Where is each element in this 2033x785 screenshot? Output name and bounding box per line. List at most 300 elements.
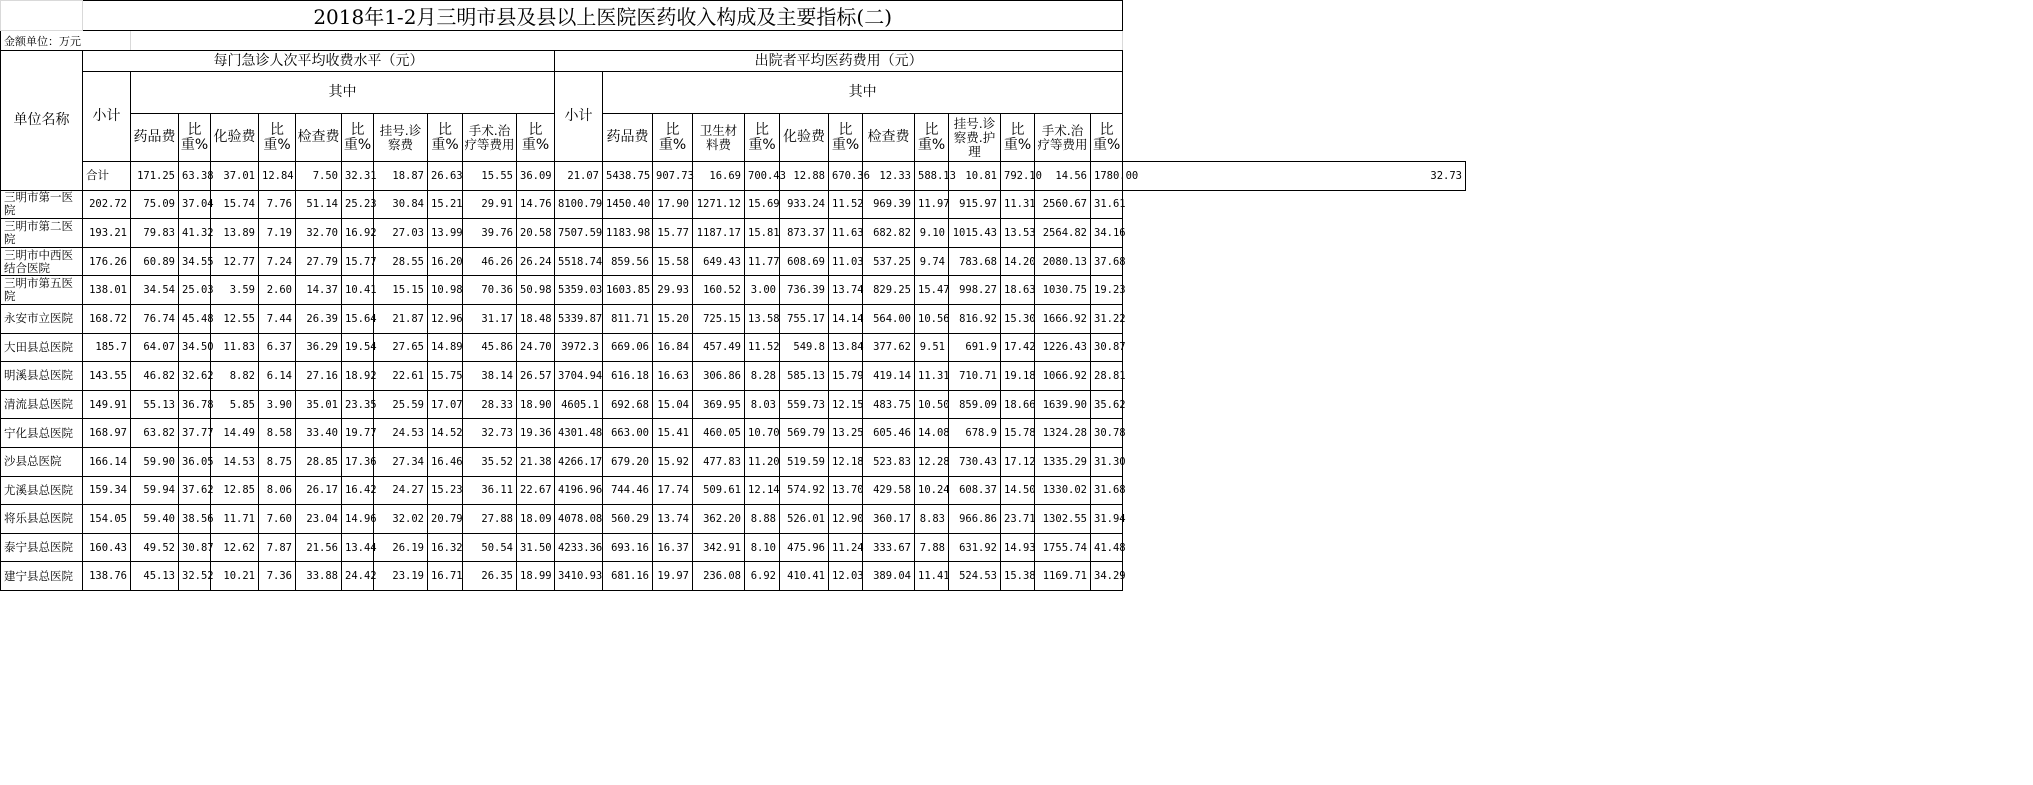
value-cell: 154.05 [83,505,131,534]
value-cell: 25.23 [342,190,374,219]
value-cell: 7.19 [259,219,296,248]
value-cell: 28.55 [374,247,428,276]
value-cell: 15.81 [745,219,780,248]
value-cell: 7.87 [259,533,296,562]
value-cell: 31.22 [1091,304,1123,333]
table-row [1,362,1466,391]
value-cell: 725.15 [693,304,745,333]
value-cell: 5518.74 [555,247,603,276]
value-cell: 7.88 [915,533,949,562]
value-cell: 523.83 [863,447,915,476]
value-cell: 8.06 [259,476,296,505]
value-cell: 33.88 [296,562,342,591]
value-cell: 30.78 [1091,419,1123,448]
value-cell: 2564.82 [1035,219,1091,248]
header-ip-col: 比重% [915,114,949,162]
value-cell: 19.97 [653,562,693,591]
value-cell: 11.31 [1001,190,1035,219]
value-cell: 39.76 [463,219,517,248]
value-cell: 15.75 [428,362,463,391]
table-row [1,419,1466,448]
value-cell: 70.36 [463,276,517,305]
value-cell: 12.96 [428,304,463,333]
value-cell: 12.84 [259,162,296,191]
table-row [1,276,1466,305]
value-cell: 11.97 [915,190,949,219]
hospital-name-cell: 泰宁县总医院 [1,533,83,562]
value-cell: 34.16 [1091,219,1123,248]
header-ip-col: 手术.治疗等费用 [1035,114,1091,162]
header-ip-col: 比重% [1001,114,1035,162]
value-cell: 1015.43 [949,219,1001,248]
value-cell: 588.13 [915,162,949,191]
value-cell: 8.58 [259,419,296,448]
value-cell: 730.43 [949,447,1001,476]
value-cell: 457.49 [693,333,745,362]
value-cell: 360.17 [863,505,915,534]
value-cell: 377.62 [863,333,915,362]
value-cell: 143.55 [83,362,131,391]
hospital-name-cell: 明溪县总医院 [1,362,83,391]
value-cell: 16.84 [653,333,693,362]
value-cell: 46.82 [131,362,179,391]
value-cell: 27.65 [374,333,428,362]
value-cell: 35.52 [463,447,517,476]
value-cell: 27.03 [374,219,428,248]
value-cell: 26.39 [296,304,342,333]
value-cell: 811.71 [603,304,653,333]
value-cell: 51.14 [296,190,342,219]
value-cell: 389.04 [863,562,915,591]
value-cell: 792.10 [1001,162,1035,191]
value-cell: 1187.17 [693,219,745,248]
value-cell: 679.20 [603,447,653,476]
value-cell: 744.46 [603,476,653,505]
value-cell: 33.40 [296,419,342,448]
table-row [1,190,1466,219]
value-cell: 76.74 [131,304,179,333]
value-cell: 1639.90 [1035,390,1091,419]
value-cell: 31.68 [1091,476,1123,505]
value-cell: 11.83 [211,333,259,362]
value-cell: 342.91 [693,533,745,562]
header-ip-of-which: 其中 [603,72,1123,114]
value-cell: 59.94 [131,476,179,505]
value-cell: 8.28 [745,362,780,391]
unit-label: 金额单位：万元 [1,31,131,51]
value-cell: 14.49 [211,419,259,448]
value-cell: 11.71 [211,505,259,534]
value-cell: 410.41 [780,562,829,591]
value-cell: 32.73 [463,419,517,448]
value-cell: 1183.98 [603,219,653,248]
value-cell: 27.88 [463,505,517,534]
value-cell: 605.46 [863,419,915,448]
header-op-col: 比重% [342,114,374,162]
value-cell: 15.58 [653,247,693,276]
header-ip-col: 比重% [653,114,693,162]
value-cell: 22.61 [374,362,428,391]
value-cell: 7.36 [259,562,296,591]
value-cell: 14.20 [1001,247,1035,276]
value-cell: 16.69 [693,162,745,191]
header-op-col: 药品费 [131,114,179,162]
value-cell: 3.59 [211,276,259,305]
value-cell: 14.56 [1035,162,1091,191]
value-cell: 32.31 [342,162,374,191]
value-cell: 18.63 [1001,276,1035,305]
value-cell: 37.01 [211,162,259,191]
value-cell: 31.30 [1091,447,1123,476]
value-cell: 75.09 [131,190,179,219]
hospital-name-cell: 永安市立医院 [1,304,83,333]
value-cell: 15.38 [1001,562,1035,591]
value-cell: 1755.74 [1035,533,1091,562]
value-cell: 30.87 [179,533,211,562]
value-cell: 24.27 [374,476,428,505]
value-cell: 1324.28 [1035,419,1091,448]
value-cell: 362.20 [693,505,745,534]
value-cell: 10.56 [915,304,949,333]
value-cell: 168.97 [83,419,131,448]
hospital-name-cell: 尤溪县总医院 [1,476,83,505]
value-cell: 15.55 [463,162,517,191]
blank-cell [1,1,83,31]
header-ip-col: 化验费 [780,114,829,162]
value-cell: 20.79 [428,505,463,534]
value-cell: 21.38 [517,447,555,476]
value-cell: 28.85 [296,447,342,476]
value-cell: 10.21 [211,562,259,591]
value-cell: 14.89 [428,333,463,362]
hospital-name-cell: 三明市中西医结合医院 [1,247,83,276]
value-cell: 32.73 [1123,162,1466,191]
value-cell: 1330.02 [1035,476,1091,505]
value-cell: 159.34 [83,476,131,505]
value-cell: 15.47 [915,276,949,305]
header-op-col: 比重% [259,114,296,162]
value-cell: 36.11 [463,476,517,505]
value-cell: 7507.59 [555,219,603,248]
value-cell: 14.93 [1001,533,1035,562]
value-cell: 21.07 [555,162,603,191]
value-cell: 32.62 [179,362,211,391]
value-cell: 1603.85 [603,276,653,305]
value-cell: 477.83 [693,447,745,476]
value-cell: 7.24 [259,247,296,276]
value-cell: 160.43 [83,533,131,562]
value-cell: 11.63 [829,219,863,248]
value-cell: 608.37 [949,476,1001,505]
value-cell: 138.01 [83,276,131,305]
value-cell: 10.81 [949,162,1001,191]
value-cell: 574.92 [780,476,829,505]
value-cell: 16.46 [428,447,463,476]
value-cell: 5359.03 [555,276,603,305]
value-cell: 419.14 [863,362,915,391]
value-cell: 11.77 [745,247,780,276]
value-cell: 34.54 [131,276,179,305]
value-cell: 524.53 [949,562,1001,591]
value-cell: 63.38 [179,162,211,191]
value-cell: 16.20 [428,247,463,276]
value-cell: 12.77 [211,247,259,276]
value-cell: 29.91 [463,190,517,219]
value-cell: 79.83 [131,219,179,248]
header-inpatient-group: 出院者平均医药费用（元） [555,51,1123,72]
value-cell: 19.23 [1091,276,1123,305]
table-row [1,247,1466,276]
value-cell: 7.76 [259,190,296,219]
value-cell: 28.33 [463,390,517,419]
value-cell: 2.60 [259,276,296,305]
header-outpatient-group: 每门急诊人次平均收费水平（元） [83,51,555,72]
value-cell: 6.37 [259,333,296,362]
value-cell: 14.96 [342,505,374,534]
value-cell: 6.14 [259,362,296,391]
value-cell: 1066.92 [1035,362,1091,391]
header-op-col: 比重% [179,114,211,162]
value-cell: 34.50 [179,333,211,362]
value-cell: 1030.75 [1035,276,1091,305]
header-op-col: 比重% [428,114,463,162]
value-cell: 27.79 [296,247,342,276]
value-cell: 36.09 [517,162,555,191]
value-cell: 9.51 [915,333,949,362]
value-cell: 616.18 [603,362,653,391]
value-cell: 17.90 [653,190,693,219]
value-cell: 11.24 [829,533,863,562]
value-cell: 45.48 [179,304,211,333]
value-cell: 16.32 [428,533,463,562]
value-cell: 37.77 [179,419,211,448]
value-cell: 50.98 [517,276,555,305]
value-cell: 63.82 [131,419,179,448]
value-cell: 26.19 [374,533,428,562]
value-cell: 13.53 [1001,219,1035,248]
value-cell: 15.15 [374,276,428,305]
value-cell: 998.27 [949,276,1001,305]
header-ip-col: 比重% [1091,114,1123,162]
value-cell: 306.86 [693,362,745,391]
value-cell: 15.41 [653,419,693,448]
value-cell: 16.42 [342,476,374,505]
value-cell: 6.92 [745,562,780,591]
value-cell: 1666.92 [1035,304,1091,333]
value-cell: 4301.48 [555,419,603,448]
value-cell: 691.9 [949,333,1001,362]
value-cell: 12.90 [829,505,863,534]
value-cell: 236.08 [693,562,745,591]
value-cell: 8.10 [745,533,780,562]
value-cell: 11.41 [915,562,949,591]
value-cell: 17.42 [1001,333,1035,362]
value-cell: 3.00 [745,276,780,305]
value-cell: 8.03 [745,390,780,419]
value-cell: 41.32 [179,219,211,248]
header-ip-subtotal: 小计 [555,72,603,162]
value-cell: 15.79 [829,362,863,391]
hospital-name-cell: 宁化县总医院 [1,419,83,448]
table-row [1,333,1466,362]
value-cell: 32.70 [296,219,342,248]
value-cell: 17.07 [428,390,463,419]
value-cell: 26.63 [428,162,463,191]
hospital-name-cell: 合计 [83,162,131,191]
value-cell: 14.52 [428,419,463,448]
value-cell: 12.14 [745,476,780,505]
value-cell: 460.05 [693,419,745,448]
value-cell: 18.48 [517,304,555,333]
table-row [1,562,1466,591]
value-cell: 15.92 [653,447,693,476]
value-cell: 185.7 [83,333,131,362]
value-cell: 8100.79 [555,190,603,219]
value-cell: 60.89 [131,247,179,276]
hospital-name-cell: 沙县总医院 [1,447,83,476]
value-cell: 3410.93 [555,562,603,591]
value-cell: 55.13 [131,390,179,419]
value-cell: 17.74 [653,476,693,505]
value-cell: 34.29 [1091,562,1123,591]
value-cell: 23.71 [1001,505,1035,534]
value-cell: 5438.75 [603,162,653,191]
value-cell: 24.42 [342,562,374,591]
value-cell: 26.24 [517,247,555,276]
hospital-name-cell: 三明市第一医院 [1,190,83,219]
value-cell: 168.72 [83,304,131,333]
header-op-col: 手术.治疗等费用 [463,114,517,162]
value-cell: 7.44 [259,304,296,333]
value-cell: 12.62 [211,533,259,562]
value-cell: 18.99 [517,562,555,591]
value-cell: 933.24 [780,190,829,219]
header-ip-col: 检查费 [863,114,915,162]
value-cell: 14.08 [915,419,949,448]
value-cell: 14.76 [517,190,555,219]
value-cell: 10.24 [915,476,949,505]
value-cell: 693.16 [603,533,653,562]
hospital-name-cell: 将乐县总医院 [1,505,83,534]
value-cell: 14.14 [829,304,863,333]
value-cell: 755.17 [780,304,829,333]
value-cell: 13.74 [653,505,693,534]
value-cell: 16.92 [342,219,374,248]
table-title: 2018年1-2月三明市县及县以上医院医药收入构成及主要指标(二) [83,1,1123,31]
value-cell: 45.13 [131,562,179,591]
value-cell: 3.90 [259,390,296,419]
value-cell: 608.69 [780,247,829,276]
value-cell: 873.37 [780,219,829,248]
value-cell: 14.53 [211,447,259,476]
value-cell: 1226.43 [1035,333,1091,362]
value-cell: 369.95 [693,390,745,419]
value-cell: 15.78 [1001,419,1035,448]
value-cell: 429.58 [863,476,915,505]
value-cell: 692.68 [603,390,653,419]
value-cell: 13.74 [829,276,863,305]
value-cell: 12.03 [829,562,863,591]
value-cell: 160.52 [693,276,745,305]
hospital-name-cell: 建宁县总医院 [1,562,83,591]
value-cell: 30.87 [1091,333,1123,362]
value-cell: 631.92 [949,533,1001,562]
table-row [1,505,1466,534]
header-ip-col: 比重% [745,114,780,162]
value-cell: 16.63 [653,362,693,391]
value-cell: 519.59 [780,447,829,476]
value-cell: 13.84 [829,333,863,362]
value-cell: 30.84 [374,190,428,219]
header-op-subtotal: 小计 [83,72,131,162]
value-cell: 18.09 [517,505,555,534]
value-cell: 32.52 [179,562,211,591]
table-row [1,162,1466,191]
value-cell: 3972.3 [555,333,603,362]
value-cell: 18.92 [342,362,374,391]
value-cell: 663.00 [603,419,653,448]
value-cell: 15.77 [342,247,374,276]
value-cell: 46.26 [463,247,517,276]
value-cell: 22.67 [517,476,555,505]
value-cell: 19.77 [342,419,374,448]
value-cell: 37.68 [1091,247,1123,276]
table-row [1,447,1466,476]
value-cell: 49.52 [131,533,179,562]
value-cell: 783.68 [949,247,1001,276]
value-cell: 12.33 [863,162,915,191]
value-cell: 475.96 [780,533,829,562]
value-cell: 64.07 [131,333,179,362]
value-cell: 559.73 [780,390,829,419]
hospital-name-cell: 三明市第五医院 [1,276,83,305]
value-cell: 34.55 [179,247,211,276]
table-row [1,304,1466,333]
value-cell: 12.85 [211,476,259,505]
value-cell: 13.44 [342,533,374,562]
value-cell: 4233.36 [555,533,603,562]
value-cell: 166.14 [83,447,131,476]
value-cell: 23.35 [342,390,374,419]
blank-cell [131,31,1123,51]
value-cell: 15.74 [211,190,259,219]
table-row [1,219,1466,248]
value-cell: 35.62 [1091,390,1123,419]
value-cell: 10.50 [915,390,949,419]
value-cell: 171.25 [131,162,179,191]
value-cell: 10.70 [745,419,780,448]
value-cell: 38.56 [179,505,211,534]
value-cell: 569.79 [780,419,829,448]
value-cell: 549.8 [780,333,829,362]
value-cell: 4605.1 [555,390,603,419]
header-ip-col: 药品费 [603,114,653,162]
value-cell: 35.01 [296,390,342,419]
value-cell: 17.12 [1001,447,1035,476]
value-cell: 202.72 [83,190,131,219]
header-ip-col: 挂号.诊察费.护理 [949,114,1001,162]
value-cell: 10.41 [342,276,374,305]
value-cell: 700.43 [745,162,780,191]
header-op-col: 比重% [517,114,555,162]
value-cell: 27.16 [296,362,342,391]
value-cell: 32.02 [374,505,428,534]
value-cell: 11.31 [915,362,949,391]
table-row [1,476,1466,505]
value-cell: 193.21 [83,219,131,248]
value-cell: 15.77 [653,219,693,248]
header-op-col: 化验费 [211,114,259,162]
